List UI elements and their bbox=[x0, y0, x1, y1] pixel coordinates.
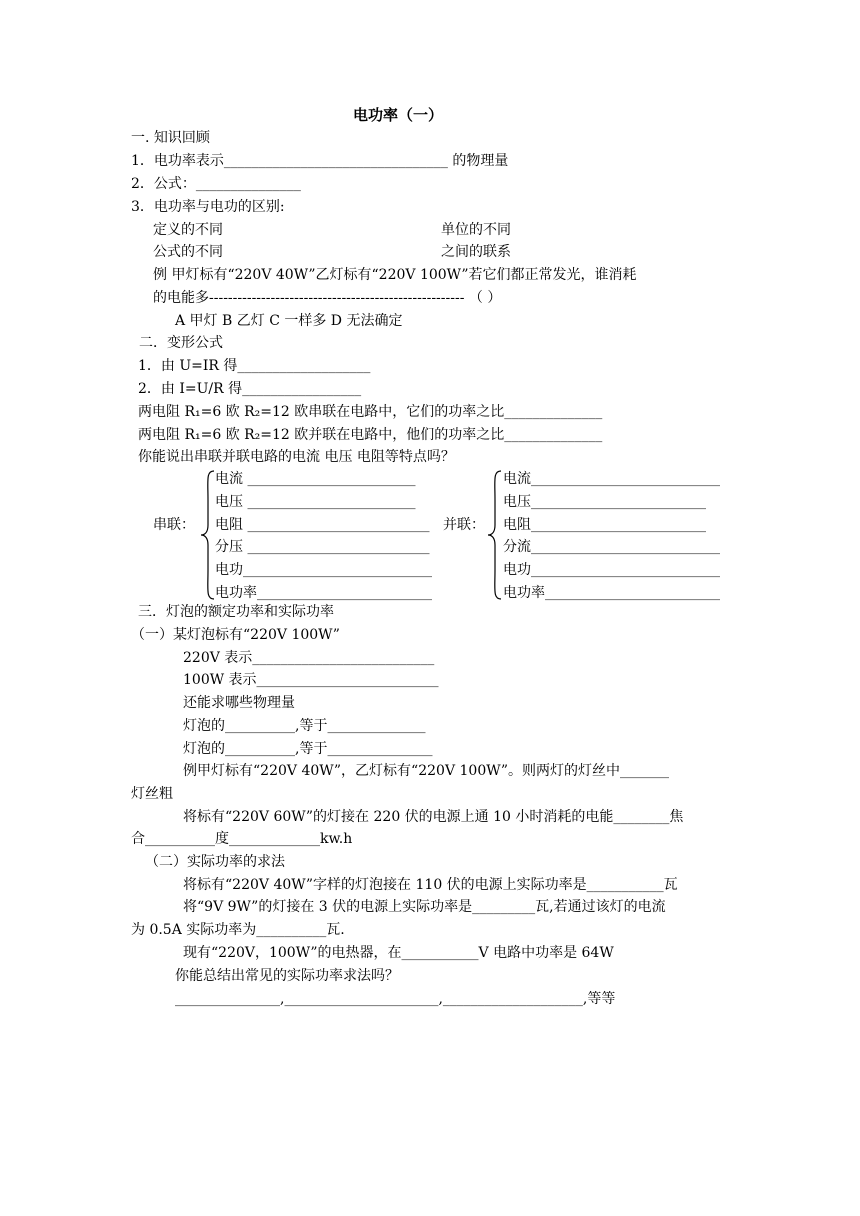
formula-1: 1．由 U=IR 得___________________ bbox=[138, 358, 371, 374]
actual-power-problem-3: 现有“220V，100W”的电热器，在___________V 电路中功率是 64W bbox=[183, 945, 614, 961]
parallel-item: 电阻_________________________ bbox=[503, 517, 706, 533]
section-1-heading: 一. 知识回顾 bbox=[131, 130, 210, 146]
bulb-quantity-2: 灯泡的__________,等于_______________ bbox=[183, 741, 433, 757]
parallel-brace bbox=[487, 470, 503, 600]
bulb-quantity-1: 灯泡的__________,等于______________ bbox=[183, 718, 426, 734]
section-3-heading: 三．灯泡的额定功率和实际功率 bbox=[138, 604, 334, 620]
item-3: 3．电功率与电功的区别: bbox=[131, 199, 285, 215]
parallel-item: 分流___________________________ bbox=[503, 539, 720, 555]
other-quantities: 还能求哪些物理量 bbox=[183, 695, 295, 711]
series-item: 电功___________________________ bbox=[215, 562, 432, 578]
section-2-heading: 二．变形公式 bbox=[139, 335, 223, 351]
series-item: 分压 __________________________ bbox=[215, 539, 430, 555]
example-energy-line-2: 合__________度_____________kw.h bbox=[131, 831, 353, 847]
meaning-100w: 100W 表示__________________________ bbox=[183, 672, 439, 688]
formula-diff: 公式的不同 bbox=[153, 244, 223, 260]
relation: 之间的联系 bbox=[441, 244, 511, 260]
subsection-2-heading: （二）实际功率的求法 bbox=[145, 854, 285, 870]
characteristics-question: 你能说出串联并联电路的电流 电压 电阻等特点吗？ bbox=[138, 449, 455, 465]
parallel-item: 电流___________________________ bbox=[503, 471, 720, 487]
actual-power-problem-1: 将标有“220V 40W”字样的灯泡接在 110 伏的电源上实际功率是___________瓦 bbox=[183, 877, 678, 893]
example-filament-line-1: 例甲灯标有“220V 40W”，乙灯标有“220V 100W”。则两灯的灯丝中_______ bbox=[183, 763, 670, 779]
series-brace bbox=[200, 470, 216, 600]
summary-question: 你能总结出常见的实际功率求法吗？ bbox=[175, 968, 399, 984]
series-ratio: 两电阻 R₁=6 欧 R₂=12 欧串联在电路中，它们的功率之比______________ bbox=[138, 404, 603, 420]
actual-power-problem-2-line-1: 将“9V 9W”的灯接在 3 伏的电源上实际功率是_________瓦,若通过该灯的电流 bbox=[183, 899, 666, 915]
formula-2: 2．由 I=U/R 得_________________ bbox=[138, 381, 362, 397]
item-2: 2．公式：_______________ bbox=[131, 176, 301, 192]
series-item: 电流 ________________________ bbox=[215, 471, 416, 487]
parallel-item: 电压_________________________ bbox=[503, 494, 706, 510]
example-1-line-2: 的电能多------------------------------------------------------ （ ） bbox=[153, 290, 502, 306]
unit-diff: 单位的不同 bbox=[441, 222, 511, 238]
summary-blanks: _______________,______________________,____________________,等等 bbox=[175, 991, 616, 1007]
actual-power-problem-2-line-2: 为 0.5A 实际功率为__________瓦. bbox=[131, 922, 345, 938]
example-1-line-1: 例 甲灯标有“220V 40W”乙灯标有“220V 100W”若它们都正常发光，谁消耗 bbox=[153, 267, 637, 283]
series-item: 电压 ________________________ bbox=[215, 494, 416, 510]
parallel-item: 电功___________________________ bbox=[503, 562, 720, 578]
series-item: 电阻 __________________________ bbox=[215, 517, 430, 533]
example-filament-line-2: 灯丝粗 bbox=[131, 786, 173, 802]
series-label: 串联： bbox=[153, 517, 195, 533]
meaning-220v: 220V 表示__________________________ bbox=[183, 650, 435, 666]
series-item: 电功率_________________________ bbox=[215, 585, 432, 601]
parallel-label: 并联： bbox=[443, 517, 485, 533]
item-1: 1．电功率表示________________________________ 的物理量 bbox=[131, 153, 509, 169]
page-title: 电功率（一） bbox=[353, 106, 444, 124]
def-diff: 定义的不同 bbox=[153, 222, 223, 238]
example-energy-line-1: 将标有“220V 60W”的灯接在 220 伏的电源上通 10 小时消耗的电能________焦 bbox=[183, 809, 684, 825]
example-1-options: A 甲灯 B 乙灯 C 一样多 D 无法确定 bbox=[175, 313, 403, 329]
parallel-item: 电功率_________________________ bbox=[503, 585, 720, 601]
subsection-1-heading: （一）某灯泡标有“220V 100W” bbox=[131, 627, 340, 643]
parallel-ratio: 两电阻 R₁=6 欧 R₂=12 欧并联在电路中，他们的功率之比______________ bbox=[138, 427, 603, 443]
